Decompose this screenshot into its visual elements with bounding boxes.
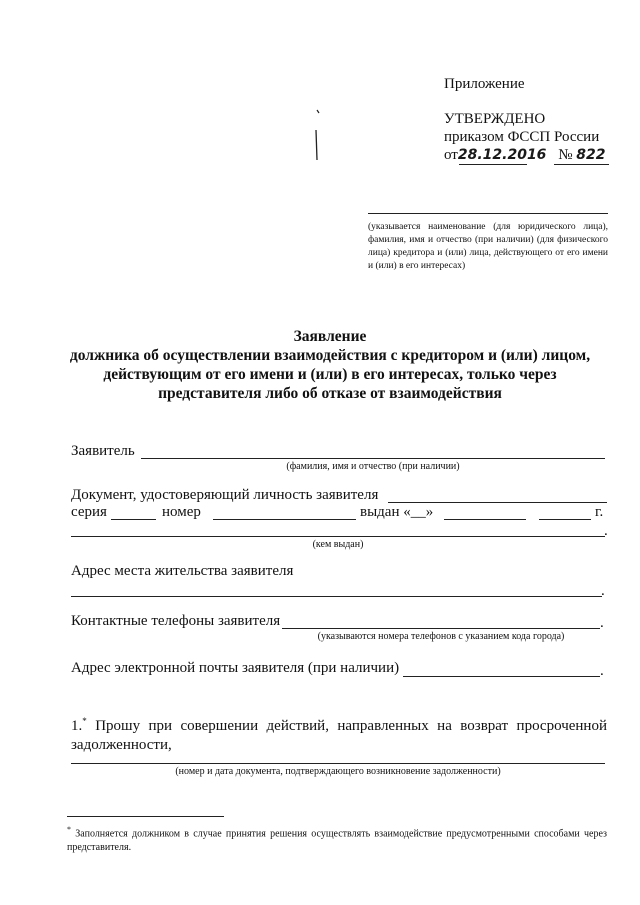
address-input-line[interactable] [71, 596, 602, 597]
issued-label: выдан «__» [360, 504, 434, 520]
date-prefix: от [444, 147, 458, 163]
item-1-body: Прошу при совершении действий, направленных на возврат просроченной задолженности, [71, 718, 607, 753]
document-subtitle-1: должника об осуществлении взаимодействия с кредитором и (или) лицом, [69, 347, 591, 364]
item-1-text [71, 712, 607, 755]
email-input-line[interactable] [403, 676, 600, 677]
order-date-line [444, 147, 605, 164]
applicant-input-line[interactable] [141, 458, 605, 459]
series-label: серия [71, 504, 107, 520]
phones-input-line[interactable] [282, 628, 600, 629]
item-1-number: 1. [71, 718, 83, 734]
email-label: Адрес электронной почты заявителя (при наличии) [71, 660, 400, 676]
document-title: Заявление [293, 328, 367, 345]
applicant-label: Заявитель [71, 443, 135, 459]
phones-label: Контактные телефоны заявителя [71, 613, 281, 629]
applicant-caption: (фамилия, имя и отчество (при наличии) [286, 461, 460, 472]
appendix-label: Приложение [444, 76, 525, 92]
item-1-footnote-mark: * [82, 716, 87, 726]
order-date: 28.12.2016 [457, 147, 547, 163]
issued-month-line[interactable] [444, 519, 526, 520]
address-label: Адрес места жительства заявителя [71, 563, 294, 579]
number-label: номер [162, 504, 201, 520]
phones-caption: (указываются номера телефонов с указанием кода города) [317, 631, 565, 642]
document-input-line[interactable] [388, 502, 607, 503]
footnote [67, 823, 607, 855]
pen-mark-icon [312, 108, 324, 164]
number-underline [554, 164, 609, 165]
issued-by-line[interactable] [71, 536, 605, 537]
document-label: Документ, удостоверяющий личность заявителя [71, 487, 379, 503]
number-prefix: № [558, 147, 573, 163]
footnote-separator [67, 816, 224, 817]
issued-year-line[interactable] [539, 519, 591, 520]
debt-document-caption: (номер и дата документа, подтверждающего возникновение задолженности) [175, 766, 501, 777]
document-subtitle-2: действующим от его имени и (или) в его интересах, только через [103, 366, 557, 383]
order-label: приказом ФССП России [444, 129, 600, 145]
issued-by-caption: (кем выдан) [312, 539, 364, 550]
recipient-caption: (указывается наименование (для юридического лица), фамилия, имя и отчество (при наличии) (для физического лица) кредитора и (или) лица, действующего от его имени и (или) в его интересах) [368, 222, 608, 271]
document-subtitle-3: представителя либо об отказе от взаимодействия [158, 385, 502, 402]
recipient-line[interactable] [368, 213, 608, 214]
date-underline [459, 164, 527, 165]
approved-label: УТВЕРЖДЕНО [444, 111, 546, 127]
series-input-line[interactable] [111, 519, 156, 520]
footnote-text: Заполняется должником в случае принятия решения осуществлять взаимодействие предусмотренными способами через представителя. [67, 828, 608, 854]
order-number: 822 [576, 147, 606, 163]
footnote-mark: * [67, 825, 71, 834]
debt-document-line[interactable] [71, 763, 605, 764]
number-input-line[interactable] [213, 519, 356, 520]
year-suffix: г. [595, 504, 604, 520]
